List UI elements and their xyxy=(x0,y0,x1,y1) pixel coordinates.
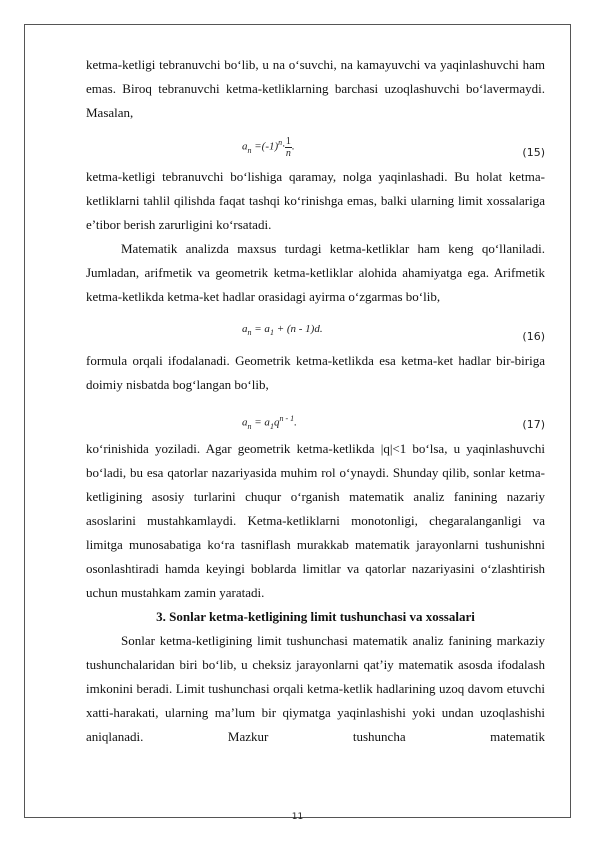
formula-17: $a_n = a_1q^{n - 1}$. xyxy=(242,414,297,431)
paragraph-1: ketma-ketligi tebranuvchi bo‘lib, u na o‘suvchi, na kamayuvchi va yaqinlashuvchi ham emas. Biroq tebranuvchi ketma-ketliklarning barchasi uzoqlashuvchi bo‘lavermaydi. Masalan, xyxy=(86,57,545,120)
fraction-1-over-n: $\frac{1}{n}$ xyxy=(285,135,291,159)
paragraph-5: ko‘rinishida yoziladi. Agar geometrik ketma-ketlikda |q|<1 bo‘lsa, u yaqinlashuvchi bo‘ladi, bu esa qatorlar nazariyasida muhim rol o‘ynaydi. Shunday qilib, sonlar ketma-ketligining asosiy turlarini chuqur o‘rganish matematik analiz fanining nazariy asoslarini mustahkamlaydi. Ketma-ketliklarni monotonligi, chegaralanganligi va limitga munosabatiga ko‘ra tasniflash murakkab matematik jarayonlarni tushunishni osonlashtiradi hamda keyingi boblarda limitlar va qatorlar nazariyasini o‘zlashtirish uchun mustahkam zamin yaratadi. xyxy=(86,441,545,600)
formula-17-row xyxy=(86,397,545,437)
formula-15: $a_n =(-1)^n\cdot$ $\frac{1}{n}$ . xyxy=(242,135,295,159)
paragraph-4: formula orqali ifodalanadi. Geometrik ketma-ketlikda esa ketma-ket hadlar bir-biriga doimiy nisbatda bog‘langan bo‘lib, xyxy=(86,353,545,392)
paragraph-3: Matematik analizda maxsus turdagi ketma-ketliklar ham keng qo‘llaniladi. Jumladan, arifmetik va geometrik ketma-ketliklar alohida ahamiyatga ega. Arifmetik ketma-ketlikda ketma-ket hadlar orasidagi ayirma o‘zgarmas bo‘lib, xyxy=(86,241,545,304)
equation-number-15: (15) xyxy=(522,146,545,159)
paragraph-6: Sonlar ketma-ketligining limit tushunchasi matematik analiz fanining markaziy tushunchalaridan biri bo‘lib, u cheksiz jarayonlarni qat’iy matematik asosda ifodalash imkonini beradi. Limit tushunchasi orqali ketma-ketlik hadlarining uzoq davom etuvchi xatti-harakati, ularning ma’lum bir qiymatga yaqinlashishi yoki undan uzoqlashishi aniqlanadi. Mazkur tushuncha matematik xyxy=(86,633,545,744)
formula-16: $a_n = a_1 + (n - 1)d$. xyxy=(242,323,323,338)
formula-16-row xyxy=(86,309,545,349)
document-body xyxy=(86,53,545,749)
paragraph-2: ketma-ketligi tebranuvchi bo‘lishiga qaramay, nolga yaqinlashadi. Bu holat ketma-ketliklarni tahlil qilishda faqat tashqi ko‘rinishga emas, balki ularning limit xossalariga e’tibor berish zarurligini ko‘rsatadi. xyxy=(86,169,545,232)
section-heading: 3. Sonlar ketma-ketligining limit tushunchasi va xossalari xyxy=(156,609,475,624)
formula-15-row xyxy=(86,125,545,165)
page-number: 11 xyxy=(291,812,304,822)
equation-number-16: (16) xyxy=(522,330,545,343)
equation-number-17: (17) xyxy=(522,418,545,431)
